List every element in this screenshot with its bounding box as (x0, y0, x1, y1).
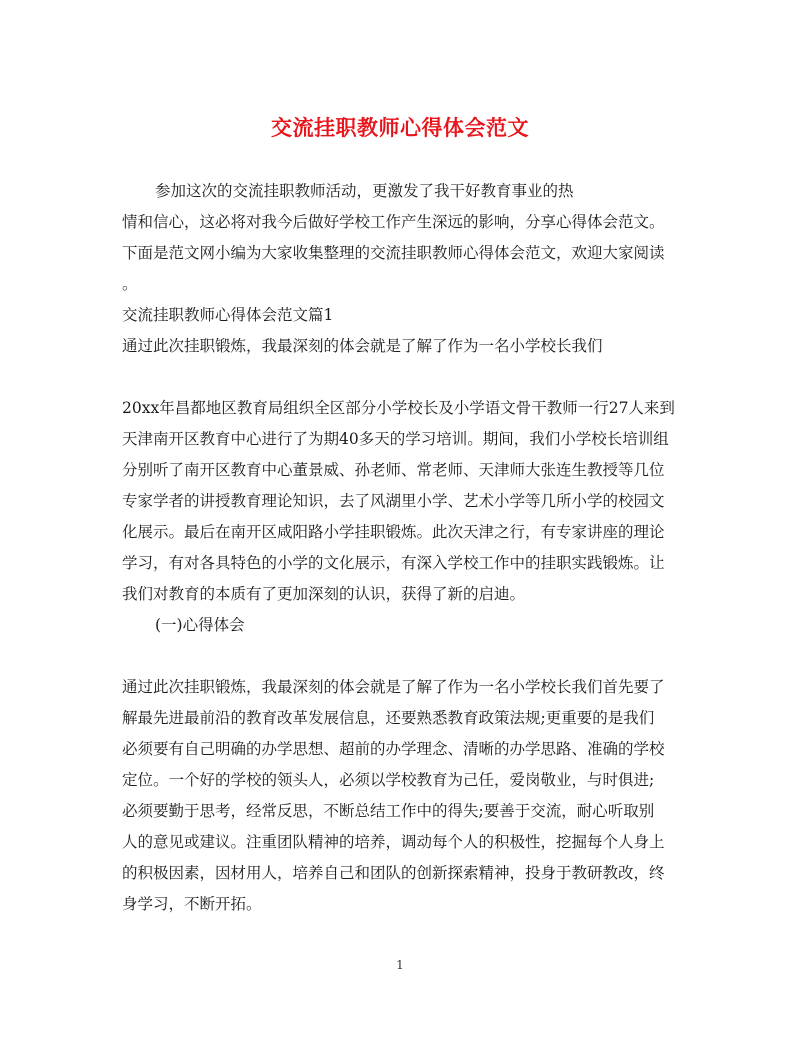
document-title: 交流挂职教师心得体会范文 (271, 115, 529, 140)
subheading: (一)心得体会 (155, 616, 245, 634)
paragraph1-line: 学习，有对各具特色的小学的文化展示，有深入学校工作中的挂职实践锻炼。让 (122, 554, 665, 572)
intro-line: 下面是范文网小编为大家收集整理的交流挂职教师心得体会范文，欢迎大家阅读 (122, 244, 665, 262)
paragraph1-line: 我们对教育的本质有了更加深刻的认识，获得了新的启迪。 (122, 585, 526, 603)
paragraph2-line: 必须要勤于思考，经常反思，不断总结工作中的得失;要善于交流，耐心听取别 (122, 802, 655, 820)
paragraph2-line: 人的意见或建议。注重团队精神的培养，调动每个人的积极性，挖掘每个人身上 (122, 833, 665, 851)
paragraph2-line: 身学习，不断开拓。 (122, 895, 262, 913)
paragraph1-line: 20xx年昌都地区教育局组织全区部分小学校长及小学语文骨干教师一行27人来到 (122, 399, 675, 417)
paragraph2-line: 通过此次挂职锻炼，我最深刻的体会就是了解了作为一名小学校长我们首先要了 (122, 678, 665, 696)
paragraph1-line: 天津南开区教育中心进行了为期40多天的学习培训。期间，我们小学校长培训组 (122, 430, 669, 448)
paragraph1-line: 专家学者的讲授教育理论知识，去了风湖里小学、艺术小学等几所小学的校园文 (122, 492, 665, 510)
section-lead: 通过此次挂职锻炼，我最深刻的体会就是了解了作为一名小学校长我们 (122, 337, 603, 355)
section-heading: 交流挂职教师心得体会范文篇1 (122, 306, 334, 324)
intro-line: 。 (122, 275, 138, 293)
paragraph1-line: 化展示。最后在南开区咸阳路小学挂职锻炼。此次天津之行，有专家讲座的理论 (122, 523, 665, 541)
intro-line: 情和信心，这必将对我今后做好学校工作产生深远的影响，分享心得体会范文。 (122, 213, 665, 231)
intro-line: 参加这次的交流挂职教师活动，更激发了我干好教育事业的热 (155, 182, 574, 200)
page-number: 1 (396, 958, 404, 972)
paragraph2-line: 必须要有自己明确的办学思想、超前的办学理念、清晰的办学思路、准确的学校 (122, 740, 665, 758)
paragraph2-line: 的积极因素，因材用人，培养自己和团队的创新探索精神，投身于教研教改，终 (122, 864, 665, 882)
paragraph2-line: 定位。一个好的学校的领头人，必须以学校教育为己任，爱岗敬业，与时俱进; (122, 771, 655, 789)
paragraph2-line: 解最先进最前沿的教育改革发展信息，还要熟悉教育政策法规;更重要的是我们 (122, 709, 655, 727)
paragraph1-line: 分别听了南开区教育中心董景威、孙老师、常老师、天津师大张连生教授等几位 (122, 461, 665, 479)
